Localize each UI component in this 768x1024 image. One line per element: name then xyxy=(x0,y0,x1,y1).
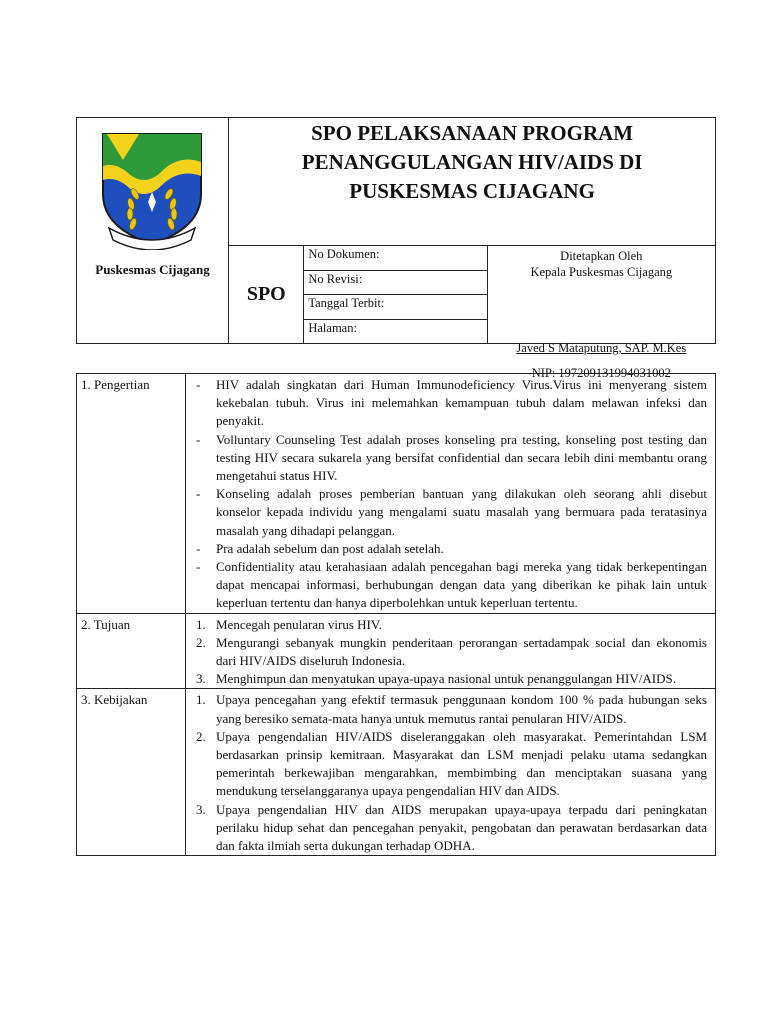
list-item xyxy=(190,728,707,801)
item-number: 3. xyxy=(196,671,206,687)
doc-number-field: No Dokumen: xyxy=(304,246,487,270)
bullet-mark: - xyxy=(196,431,201,447)
section-content xyxy=(186,374,716,614)
title-line: SPO PELAKSANAAN PROGRAM xyxy=(311,121,634,145)
section-content xyxy=(186,613,716,689)
bullet-mark: - xyxy=(196,540,201,556)
section-row xyxy=(77,689,716,856)
institution-name: Puskesmas Cijagang xyxy=(95,262,210,277)
bullet-mark: - xyxy=(196,559,201,575)
item-text: Mengurangi sebanyak mungkin penderitaan perorangan sertadampak social dan ekonomis dari HIV/AIDS diseluruh Indonesia. xyxy=(216,634,707,669)
document-title xyxy=(229,118,716,246)
section-row xyxy=(77,613,716,689)
signer-nip: NIP: 197209131994031002 xyxy=(531,366,671,381)
list-item xyxy=(190,558,707,613)
item-text: Konseling adalah proses pemberian bantuan yang dilakukan oleh seorang ahli disebut konselor kepada individu yang mengalami suatu masalah yang bermuara pada teratasinya masalah yang dihadapi pelanggan. xyxy=(216,486,707,538)
signer-title: Kepala Puskesmas Cijagang xyxy=(530,265,673,280)
document-header xyxy=(76,117,716,381)
logo-cell xyxy=(77,118,229,344)
list-item xyxy=(190,670,707,688)
section-label: 1. Pengertian xyxy=(77,374,186,614)
section-label: 3. Kebijakan xyxy=(77,689,186,856)
list-item xyxy=(190,801,707,856)
item-text: Menghimpun dan menyatukan upaya-upaya nasional untuk penanggulangan HIV/AIDS. xyxy=(216,671,676,687)
section-content xyxy=(186,689,716,856)
item-number: 1. xyxy=(196,616,206,632)
item-text: Confidentiality atau kerahasiaan adalah pencegahan bagi mereka yang tidak berkepentingan dapat mencapai informasi, berhubungan dengan data yang diberikan ke pihak lain untuk keperluan tertentu dan hanya diperbolehkan untuk keperluan tertentu. xyxy=(216,559,707,611)
bullet-mark: - xyxy=(196,486,201,502)
item-number: 2. xyxy=(196,634,206,650)
item-text: Mencegah penularan virus HIV. xyxy=(216,616,382,632)
list-item xyxy=(190,540,707,558)
spo-label: SPO xyxy=(229,246,304,344)
item-text: Volluntary Counseling Test adalah proses konseling pra testing, konseling post testing dan testing HIV secara sukarela yang bersifat confidential dan secara lebih dini membantu orang mengetahui status HIV. xyxy=(216,431,707,484)
item-number: 2. xyxy=(196,728,206,744)
item-text: Upaya pengendalian HIV dan AIDS merupakan upaya-upaya terpadu dari peningkatan perilaku hidup sehat dan pencegahan penyakit, pengobatan dan perawatan berdasarkan data dan fakta ilmiah serta dukungan terhadap ODHA. xyxy=(216,801,707,854)
list-item xyxy=(190,691,707,727)
procedure-table xyxy=(76,373,716,856)
signer-name: Javed S Mataputung, SAP. M.Kes xyxy=(516,341,687,356)
issue-date-field: Tanggal Terbit: xyxy=(304,295,487,319)
page-field: Halaman: xyxy=(304,319,487,343)
list-item xyxy=(190,376,707,431)
title-line: PUSKESMAS CIJAGANG xyxy=(349,179,595,203)
item-text: Upaya pencegahan yang efektif termasuk penggunaan kondom 100 % pada hubungan seks yang beresiko semata-mata hanya untuk memutus rantai penularan HIV/AIDS. xyxy=(216,692,707,726)
item-text: Pra adalah sebelum dan post adalah setelah. xyxy=(216,540,444,556)
item-number: 1. xyxy=(196,692,206,708)
title-line: PENANGGULANGAN HIV/AIDS DI xyxy=(301,150,643,174)
section-row xyxy=(77,374,716,614)
list-item xyxy=(190,616,707,634)
list-item xyxy=(190,634,707,670)
section-label: 2. Tujuan xyxy=(77,613,186,689)
item-text: Upaya pengendalian HIV/AIDS diseleranggakan oleh masyarakat. Pemerintahdan LSM berdasarkan prinsip kemitraan. Masyarakat dan LSM menjadi pelaku utama sedangkan pemerintah berkewajiban mengarahkan, membimbing dan menciptakan suasana yang mendukung terselanggaranya upaya pengendalian HIV dan AIDS. xyxy=(216,728,707,799)
revision-field: No Revisi: xyxy=(304,270,487,294)
established-by: Ditetapkan Oleh xyxy=(560,249,643,264)
signature-block xyxy=(487,246,715,381)
bullet-mark: - xyxy=(196,377,201,392)
list-item xyxy=(190,485,707,540)
item-number: 3. xyxy=(196,801,206,817)
item-text: HIV adalah singkatan dari Human Immunodeficiency Virus.Virus ini menyerang sistem kekebalan tubuh. Virus ini melemahkan kemampuan tubuh dalam melawan infeksi dan penyakit. xyxy=(216,377,707,429)
list-item xyxy=(190,431,707,486)
regency-emblem-icon xyxy=(99,132,205,250)
